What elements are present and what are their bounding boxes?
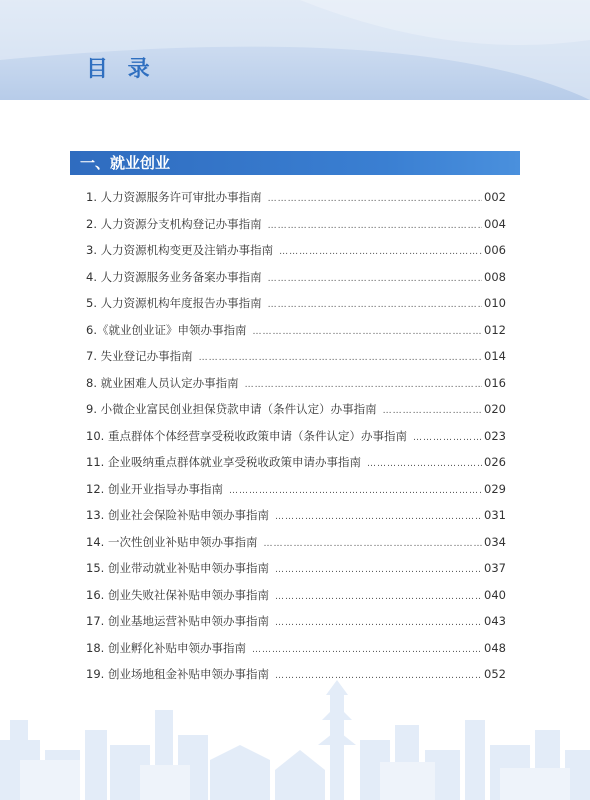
toc-item[interactable] — [86, 396, 506, 423]
toc-leader-dots — [275, 584, 482, 611]
toc-item-label: 11. 企业吸纳重点群体就业享受税收政策申请办事指南 — [86, 455, 361, 469]
toc-item[interactable] — [86, 476, 506, 503]
toc-leader-dots — [275, 504, 482, 531]
section-title: 一、就业创业 — [80, 154, 171, 172]
toc-item-label: 7. 失业登记办事指南 — [86, 349, 193, 363]
toc-item-label: 19. 创业场地租金补贴申领办事指南 — [86, 667, 269, 681]
toc-item-label: 15. 创业带动就业补贴申领办事指南 — [86, 561, 269, 575]
toc-item-label: 17. 创业基地运营补贴申领办事指南 — [86, 614, 269, 628]
toc-leader-dots — [279, 239, 482, 266]
toc-item[interactable] — [86, 237, 506, 264]
toc-item[interactable] — [86, 529, 506, 556]
toc-item-page-number: 043 — [484, 614, 506, 628]
toc-item-label: 9. 小微企业富民创业担保贷款申请（条件认定）办事指南 — [86, 402, 377, 416]
toc-item-label: 8. 就业困难人员认定办事指南 — [86, 375, 239, 390]
toc-item[interactable] — [86, 423, 506, 450]
toc-item[interactable] — [86, 555, 506, 582]
page-title: 目 录 — [86, 57, 156, 82]
toc-item-page-number: 006 — [484, 243, 506, 257]
toc-item-page-number: 048 — [484, 640, 506, 655]
toc-list — [86, 184, 506, 688]
toc-item[interactable] — [86, 502, 506, 529]
toc-item[interactable] — [86, 582, 506, 609]
toc-item-label: 6.《就业创业证》申领办事指南 — [86, 322, 247, 337]
toc-item-page-number: 004 — [484, 216, 506, 231]
toc-item-page-number: 002 — [484, 190, 506, 204]
toc-item-label: 16. 创业失败社保补贴申领办事指南 — [86, 587, 269, 602]
toc-item-label: 18. 创业孵化补贴申领办事指南 — [86, 640, 246, 655]
toc-item-page-number: 016 — [484, 375, 506, 390]
toc-leader-dots — [275, 557, 482, 584]
toc-item[interactable] — [86, 608, 506, 635]
toc-item-label: 1. 人力资源服务许可审批办事指南 — [86, 190, 262, 204]
toc-item[interactable] — [86, 211, 506, 238]
toc-item-page-number: 023 — [484, 428, 506, 443]
toc-leader-dots — [252, 319, 482, 346]
toc-item-page-number: 037 — [484, 561, 506, 575]
toc-item-label: 2. 人力资源分支机构登记办事指南 — [86, 216, 262, 231]
toc-item-page-number: 010 — [484, 296, 506, 310]
toc-item[interactable] — [86, 317, 506, 344]
toc-item-label: 12. 创业开业指导办事指南 — [86, 481, 223, 496]
toc-item-page-number: 026 — [484, 455, 506, 469]
toc-item[interactable] — [86, 184, 506, 211]
city-skyline-illustration — [0, 650, 590, 800]
toc-leader-dots — [268, 186, 482, 213]
toc-leader-dots — [268, 292, 482, 319]
toc-item-page-number: 020 — [484, 402, 506, 416]
toc-leader-dots — [263, 531, 482, 558]
toc-item-label: 4. 人力资源服务业务备案办事指南 — [86, 269, 262, 284]
toc-item[interactable] — [86, 290, 506, 317]
toc-item-page-number: 052 — [484, 667, 506, 681]
toc-item-page-number: 014 — [484, 349, 506, 363]
toc-item-page-number: 034 — [484, 534, 506, 549]
toc-item-label: 10. 重点群体个体经营享受税收政策申请（条件认定）办事指南 — [86, 428, 407, 443]
toc-leader-dots — [268, 213, 482, 240]
toc-item-page-number: 031 — [484, 508, 506, 522]
toc-item-label: 14. 一次性创业补贴申领办事指南 — [86, 534, 258, 549]
toc-item-label: 13. 创业社会保险补贴申领办事指南 — [86, 508, 269, 522]
toc-item[interactable] — [86, 343, 506, 370]
toc-leader-dots — [275, 610, 482, 637]
toc-leader-dots — [413, 425, 482, 452]
toc-item-page-number: 029 — [484, 481, 506, 496]
toc-item-page-number: 012 — [484, 322, 506, 337]
toc-leader-dots — [229, 478, 482, 505]
toc-item-label: 3. 人力资源机构变更及注销办事指南 — [86, 243, 274, 257]
header-decoration — [0, 0, 590, 100]
toc-item-page-number: 008 — [484, 269, 506, 284]
toc-item[interactable] — [86, 449, 506, 476]
toc-item-page-number: 040 — [484, 587, 506, 602]
toc-leader-dots — [367, 451, 482, 478]
toc-leader-dots — [199, 345, 482, 372]
toc-leader-dots — [245, 372, 482, 399]
toc-leader-dots — [268, 266, 482, 293]
toc-leader-dots — [383, 398, 482, 425]
toc-item-label: 5. 人力资源机构年度报告办事指南 — [86, 296, 262, 310]
toc-item[interactable] — [86, 370, 506, 397]
toc-item[interactable] — [86, 264, 506, 291]
